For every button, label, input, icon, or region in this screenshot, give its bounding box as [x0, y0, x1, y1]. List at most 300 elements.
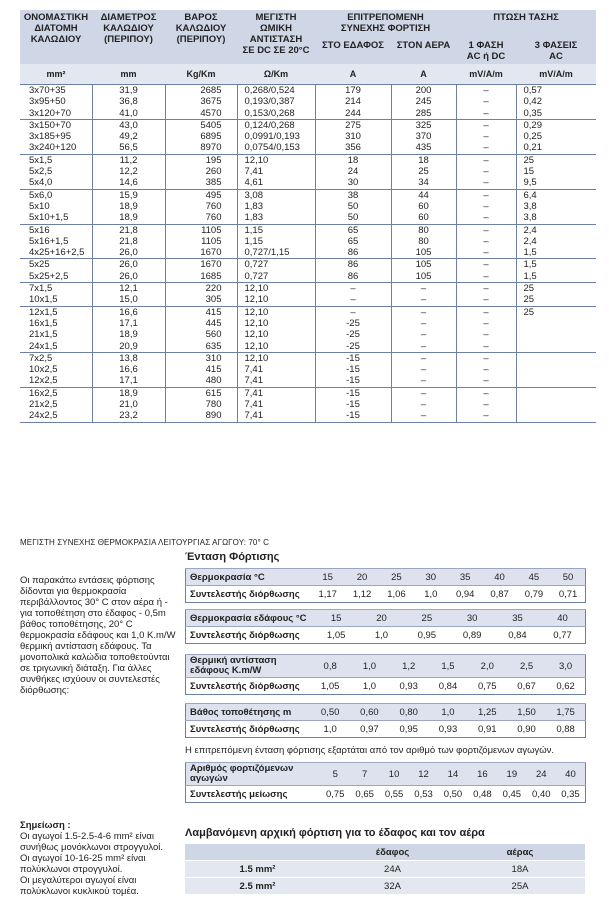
cable-cell: 60 — [391, 212, 456, 224]
cable-row — [20, 387, 596, 399]
cable-cell: – — [456, 387, 516, 399]
correction-cell: 0,45 — [497, 786, 526, 803]
cable-cell: 5x10+1,5 — [29, 212, 69, 224]
cable-cell: 3675 — [165, 96, 237, 107]
initial-load-header-cell — [185, 844, 330, 861]
cable-cell: 6895 — [165, 131, 237, 142]
cable-cell: 21x1,5 — [29, 329, 58, 341]
cable-cell — [516, 352, 596, 364]
cable-cell: 6,4 — [516, 189, 596, 201]
cable-cell: 30 — [315, 177, 391, 189]
cable-cell: 7x1,5 — [20, 283, 92, 295]
cable-row — [20, 306, 596, 318]
correction-row-label: Θερμική αντίσταση εδάφους K.m/W — [186, 655, 311, 678]
cable-cell: 325 — [391, 119, 456, 131]
correction-cell: 1,0 — [350, 678, 389, 695]
cable-cell: 0,25 — [516, 131, 596, 142]
cable-cell: 310 — [315, 131, 391, 142]
cable-cell: 275 — [315, 119, 391, 131]
cable-cell: 3x95+50 — [29, 96, 66, 108]
cable-cell: 15,9 — [92, 189, 165, 201]
correction-cell: 1,12 — [345, 586, 379, 603]
correction-factor-row — [186, 786, 586, 803]
cable-cell: 18 — [315, 154, 391, 166]
cable-cell: 0,0754/0,153 — [237, 142, 315, 154]
cable-cell: 25 — [516, 294, 596, 306]
cable-row — [20, 96, 596, 107]
correction-cell: 0,84 — [495, 627, 540, 644]
cable-cell: – — [456, 410, 516, 422]
correction-cell: 0,97 — [350, 721, 389, 738]
correction-cell: 1,0 — [311, 721, 350, 738]
cable-cell: 26,0 — [92, 259, 165, 271]
unit-cell: A — [315, 64, 391, 85]
note-line: Οι μεγαλύτεροι αγωγοί είναι πολύκλωνοι κυκλικού τομέα. — [20, 875, 139, 897]
correction-cell: 19 — [497, 763, 526, 786]
correction-cell: 30 — [449, 610, 494, 627]
cable-cell: 7,41 — [237, 399, 315, 410]
cable-cell — [516, 375, 596, 387]
cable-cell: 16,6 — [92, 306, 165, 318]
cable-cell: 1,15 — [237, 236, 315, 247]
correction-cell: 25 — [404, 610, 449, 627]
cable-cell: – — [391, 306, 456, 318]
cable-cell: 31,9 — [92, 85, 165, 97]
correction-cell: 0,48 — [468, 786, 497, 803]
cable-cell: 615 — [165, 387, 237, 399]
correction-row-label: Συντελεστής μείωσης — [186, 786, 321, 803]
cable-cell: -25 — [315, 341, 391, 353]
correction-table — [185, 654, 586, 695]
cable-cell: 244 — [315, 108, 391, 120]
cable-cell: 12,10 — [237, 306, 315, 318]
correction-cell: 0,50 — [311, 704, 350, 721]
correction-cell: 35 — [448, 569, 482, 586]
cable-row — [20, 236, 596, 247]
header-phase3: 3 ΦΑΣΕΙΣ AC — [516, 38, 596, 64]
cable-cell: – — [315, 294, 391, 306]
cable-cell: 17,1 — [92, 375, 165, 387]
cable-cell: – — [391, 387, 456, 399]
cable-row — [20, 177, 596, 189]
cable-cell: 25 — [516, 154, 596, 166]
cable-cell: 179 — [315, 85, 391, 97]
cable-cell: – — [391, 399, 456, 410]
cable-cell: 20,9 — [92, 341, 165, 353]
cable-cell — [516, 399, 596, 410]
correction-cell: 0,67 — [507, 678, 546, 695]
cable-cell: 495 — [165, 189, 237, 201]
cable-cell: – — [456, 283, 516, 295]
correction-cell: 0,79 — [517, 586, 551, 603]
correction-cell: 50 — [551, 569, 585, 586]
cable-cell: 3x185+95 — [29, 131, 71, 143]
header-resistance: ΜΕΓΙΣΤΗ ΩΜΙΚΗ ΑΝΤΙΣΤΑΣΗ ΣΕ DC ΣΕ 20°C — [237, 10, 315, 64]
cable-cell: 5x1,5 — [20, 154, 92, 166]
correction-param-row — [186, 655, 586, 678]
load-current-title: Ένταση Φόρτισης — [185, 551, 280, 563]
cable-cell: – — [456, 201, 516, 212]
initial-load-header-cell: αέρας — [455, 844, 585, 861]
cable-cell: 25 — [516, 306, 596, 318]
correction-cell: 0,94 — [448, 586, 482, 603]
correction-cell: 40 — [482, 569, 516, 586]
correction-cell: 2,5 — [507, 655, 546, 678]
cable-row — [20, 85, 596, 97]
cable-cell: 18,9 — [92, 329, 165, 340]
cable-cell: 560 — [165, 329, 237, 340]
cable-cell: – — [456, 247, 516, 259]
cable-cell: – — [391, 352, 456, 364]
cable-cell: 36,8 — [92, 96, 165, 107]
cable-cell: 0,0991/0,193 — [237, 131, 315, 142]
cable-cell: 385 — [165, 177, 237, 189]
cable-cell: 1,5 — [516, 259, 596, 271]
correction-cell: 2,0 — [468, 655, 507, 678]
cable-cell: 0,727 — [237, 259, 315, 271]
cable-cell: 12,10 — [237, 341, 315, 353]
cable-cell: 435 — [391, 142, 456, 154]
cable-cell — [516, 341, 596, 353]
cable-cell: – — [456, 306, 516, 318]
initial-load-value: 24A — [330, 861, 455, 878]
cable-cell: 12,10 — [237, 329, 315, 340]
cable-cell: 0,21 — [516, 142, 596, 154]
correction-cell: 0,87 — [482, 586, 516, 603]
cable-cell: 285 — [391, 108, 456, 120]
cable-cell: – — [456, 375, 516, 387]
cable-cell: 200 — [391, 85, 456, 97]
cable-cell: 14,6 — [92, 177, 165, 189]
correction-row-label: Αριθμός φορτιζόμενων αγωγών — [186, 763, 321, 786]
cable-cell: 12,10 — [237, 283, 315, 295]
cable-cell: 0,42 — [516, 96, 596, 107]
cable-cell: 5x25 — [20, 259, 92, 271]
correction-cell: 0,60 — [350, 704, 389, 721]
cable-cell: 49,2 — [92, 131, 165, 142]
cable-cell: 13,8 — [92, 352, 165, 364]
cable-cell: – — [456, 236, 516, 247]
cable-cell: 10x1,5 — [29, 294, 58, 306]
correction-cell: 0,40 — [527, 786, 556, 803]
cable-cell: – — [391, 283, 456, 295]
cable-row — [20, 166, 596, 177]
cable-cell: 310 — [165, 352, 237, 364]
cable-row — [20, 119, 596, 131]
note-title: Σημείωση : — [20, 820, 71, 831]
correction-cell: 0,50 — [438, 786, 467, 803]
cable-cell: 5x10 — [29, 200, 50, 212]
cable-cell: – — [456, 154, 516, 166]
cable-row — [20, 212, 596, 224]
correction-cell: 0,71 — [551, 586, 585, 603]
correction-factor-row — [186, 586, 586, 603]
correction-cell: 1,25 — [468, 704, 507, 721]
correction-row-label: Συντελεστής διόρθωσης — [186, 627, 314, 644]
correction-param-row — [186, 763, 586, 786]
cable-cell: -15 — [315, 410, 391, 422]
correction-cell: 1,17 — [311, 586, 345, 603]
cable-cell: 18 — [391, 154, 456, 166]
cable-cell: 16x1,5 — [29, 317, 58, 329]
correction-cell: 35 — [495, 610, 540, 627]
cable-row — [20, 154, 596, 166]
cable-cell: 5405 — [165, 119, 237, 131]
header-ground: ΣΤΟ ΕΔΑΦΟΣ — [315, 38, 391, 64]
cable-cell: 23,2 — [92, 410, 165, 422]
correction-cell: 0,55 — [379, 786, 408, 803]
cable-cell: – — [391, 294, 456, 306]
cable-cell: – — [456, 341, 516, 353]
cable-cell: 0,124/0,268 — [237, 119, 315, 131]
cable-cell: 25 — [391, 166, 456, 177]
cable-cell: 890 — [165, 410, 237, 422]
correction-cell: 1,75 — [546, 704, 585, 721]
correction-cell: 0,35 — [556, 786, 585, 803]
header-diameter: ΔΙΑΜΕΤΡΟΣ ΚΑΛΩΔΙΟΥ (ΠΕΡΙΠΟΥ) — [92, 10, 165, 64]
correction-cell: 20 — [359, 610, 404, 627]
unit-cell: A — [391, 64, 456, 85]
cable-cell: – — [315, 306, 391, 318]
cable-cell — [516, 318, 596, 329]
cable-cell: 4570 — [165, 108, 237, 120]
cable-cell: 7,41 — [237, 375, 315, 387]
correction-cell: 0,77 — [540, 627, 585, 644]
cable-cell: – — [456, 259, 516, 271]
correction-cell: 0,89 — [449, 627, 494, 644]
cable-cell: 105 — [391, 259, 456, 271]
correction-cell: 5 — [321, 763, 350, 786]
cable-cell: 26,0 — [92, 247, 165, 259]
correction-cell: 1,0 — [350, 655, 389, 678]
cable-cell: – — [391, 410, 456, 422]
cable-cell: 21,8 — [92, 224, 165, 236]
cable-cell: 7,41 — [237, 364, 315, 375]
correction-cell: 40 — [556, 763, 585, 786]
conductors-dependency-text: Η επιτρεπόμενη ένταση φόρτισης εξαρτάται από τον αριθμό των φορτιζόμενων αγωγών. — [185, 745, 555, 756]
cable-cell: 15 — [516, 166, 596, 177]
cable-row — [20, 329, 596, 340]
cable-cell: – — [456, 166, 516, 177]
correction-cell: 0,93 — [389, 678, 428, 695]
header-current: ΕΠΙΤΡΕΠΟΜΕΝΗ ΣΥΝΕΧΗΣ ΦΟΡΤΙΣΗ — [315, 10, 456, 38]
cable-cell: 12,2 — [92, 166, 165, 177]
cable-cell — [516, 410, 596, 422]
correction-cell: 45 — [517, 569, 551, 586]
header-phase1: 1 ΦΑΣΗ AC ή DC — [456, 38, 516, 64]
correction-cell: 1,0 — [359, 627, 404, 644]
cable-cell: 370 — [391, 131, 456, 142]
cable-cell: 415 — [165, 306, 237, 318]
cable-cell: -15 — [315, 375, 391, 387]
cable-cell: 0,727 — [237, 271, 315, 283]
cable-cell: 245 — [391, 96, 456, 107]
cable-cell: 1,83 — [237, 212, 315, 224]
cable-cell: – — [391, 318, 456, 329]
cable-cell: 21x2,5 — [29, 399, 58, 411]
cable-cell: 80 — [391, 236, 456, 247]
cable-row — [20, 259, 596, 271]
correction-row-label: Συντελεστής διόρθωσης — [186, 586, 311, 603]
initial-load-label: 2.5 mm² — [185, 878, 330, 895]
cable-cell: – — [391, 364, 456, 375]
cable-cell: 7,41 — [237, 410, 315, 422]
correction-cell: 12 — [409, 763, 438, 786]
cable-row — [20, 224, 596, 236]
cable-cell: 1,5 — [516, 271, 596, 283]
cable-row — [20, 189, 596, 201]
correction-cell: 10 — [379, 763, 408, 786]
cable-cell: 12,1 — [92, 283, 165, 295]
cable-cell: 1,5 — [516, 247, 596, 259]
cable-cell: 220 — [165, 283, 237, 295]
cable-cell: 0,35 — [516, 108, 596, 120]
cable-cell: 50 — [315, 212, 391, 224]
cable-cell: – — [456, 399, 516, 410]
cable-cell: 34 — [391, 177, 456, 189]
cable-cell: 8970 — [165, 142, 237, 154]
cable-cell: 3,8 — [516, 201, 596, 212]
cable-cell: 86 — [315, 247, 391, 259]
cable-cell: 7x2,5 — [20, 352, 92, 364]
cable-cell: -25 — [315, 318, 391, 329]
correction-cell: 0,88 — [546, 721, 585, 738]
cable-cell: 38 — [315, 189, 391, 201]
cable-cell: 18,9 — [92, 387, 165, 399]
cable-cell: 25 — [516, 283, 596, 295]
cable-cell: 2,4 — [516, 236, 596, 247]
cable-cell: 1105 — [165, 224, 237, 236]
note-line: Οι αγωγοί 1.5-2.5-4-6 mm² είναι συνήθως μονόκλωνοι στρογγυλοί. — [20, 831, 163, 853]
cable-cell: 305 — [165, 294, 237, 306]
cable-cell: 3x150+70 — [20, 119, 92, 131]
cable-cell: – — [456, 142, 516, 154]
cable-cell: 780 — [165, 399, 237, 410]
cable-cell: – — [456, 108, 516, 120]
cable-cell: 3x120+70 — [29, 107, 71, 119]
correction-row-label: Θερμοκρασία εδάφους °C — [186, 610, 314, 627]
cable-cell: 1,15 — [237, 224, 315, 236]
cable-cell: 86 — [315, 259, 391, 271]
cable-cell: 1105 — [165, 236, 237, 247]
cable-cell: 105 — [391, 271, 456, 283]
cable-cell: 5x6,0 — [20, 189, 92, 201]
cable-row — [20, 410, 596, 422]
cable-cell: – — [456, 352, 516, 364]
cable-cell: – — [456, 224, 516, 236]
cable-cell: 1670 — [165, 259, 237, 271]
correction-cell: 0,62 — [546, 678, 585, 695]
cable-cell: 16,6 — [92, 364, 165, 375]
cable-cell: 65 — [315, 236, 391, 247]
cable-spec-table — [20, 10, 596, 423]
cable-cell: – — [391, 329, 456, 340]
cable-row — [20, 375, 596, 387]
cable-cell: 41,0 — [92, 108, 165, 120]
cable-cell: 1670 — [165, 247, 237, 259]
correction-cell: 0,93 — [428, 721, 467, 738]
cable-cell: 415 — [165, 364, 237, 375]
correction-param-row — [186, 704, 586, 721]
cable-row — [20, 283, 596, 295]
cable-cell: 24 — [315, 166, 391, 177]
cable-cell — [516, 387, 596, 399]
cable-row — [20, 364, 596, 375]
correction-cell: 0,91 — [468, 721, 507, 738]
cable-row — [20, 247, 596, 259]
cable-cell: 3x70+35 — [20, 85, 92, 97]
units-row — [20, 64, 596, 85]
cable-cell: 16x2,5 — [20, 387, 92, 399]
correction-cell: 1,06 — [379, 586, 413, 603]
correction-cell: 1,05 — [314, 627, 359, 644]
cable-cell: 56,5 — [92, 142, 165, 154]
cable-row — [20, 271, 596, 283]
cable-cell: – — [456, 329, 516, 340]
initial-load-value: 18A — [455, 861, 585, 878]
header-air: ΣΤΟΝ ΑΕΡΑ — [391, 38, 456, 64]
cable-cell: 4,61 — [237, 177, 315, 189]
correction-cell: 15 — [314, 610, 359, 627]
cable-row — [20, 352, 596, 364]
correction-table — [185, 762, 586, 803]
header-nominal-section: ΟΝΟΜΑΣΤΙΚΗ ΔΙΑΤΟΜΗ ΚΑΛΩΔΙΟΥ — [20, 10, 92, 64]
correction-row-label: Βάθος τοποθέτησης m — [186, 704, 311, 721]
correction-factor-row — [186, 627, 586, 644]
cable-cell: 86 — [315, 271, 391, 283]
correction-cell: 0,90 — [507, 721, 546, 738]
cable-cell — [516, 329, 596, 340]
cable-cell: 214 — [315, 96, 391, 107]
cable-cell: – — [456, 131, 516, 142]
cable-cell: 3,08 — [237, 189, 315, 201]
cable-cell: 760 — [165, 201, 237, 212]
cable-cell: 0,268/0,524 — [237, 85, 315, 97]
initial-load-value: 32A — [330, 878, 455, 895]
cable-cell: 1685 — [165, 271, 237, 283]
correction-factor-row — [186, 721, 586, 738]
cable-cell: 15,0 — [92, 294, 165, 306]
correction-cell: 0,53 — [409, 786, 438, 803]
cable-cell: 4x25+16+2,5 — [29, 247, 85, 259]
cable-cell: -25 — [315, 329, 391, 340]
cable-row — [20, 142, 596, 154]
cable-cell: 10x2,5 — [29, 364, 58, 376]
cable-cell: 3,8 — [516, 212, 596, 224]
cable-cell: 12,10 — [237, 352, 315, 364]
cable-cell: 18,9 — [92, 201, 165, 212]
correction-cell: 24 — [527, 763, 556, 786]
correction-cell: 0,8 — [311, 655, 350, 678]
correction-param-row — [186, 610, 586, 627]
cable-row — [20, 131, 596, 142]
initial-load-table — [185, 844, 585, 894]
cable-cell: 24x1,5 — [29, 340, 58, 352]
max-temp-note: ΜΕΓΙΣΤΗ ΣΥΝΕΧΗΣ ΘΕΡΜΟΚΡΑΣΙΑ ΛΕΙΤΟΥΡΓΙΑΣ ΑΓΩΓΟΥ: 70° C — [20, 538, 269, 547]
correction-table — [185, 703, 586, 738]
cable-cell: 195 — [165, 154, 237, 166]
cable-cell — [516, 364, 596, 375]
unit-cell: mm — [92, 64, 165, 85]
cable-cell: 9,5 — [516, 177, 596, 189]
unit-cell: mV/A/m — [516, 64, 596, 85]
cable-cell: 21,0 — [92, 399, 165, 410]
correction-cell: 7 — [350, 763, 379, 786]
cable-cell: – — [315, 283, 391, 295]
cable-cell: 0,153/0,268 — [237, 108, 315, 120]
cable-cell: 17,1 — [92, 318, 165, 329]
initial-load-value: 25A — [455, 878, 585, 895]
